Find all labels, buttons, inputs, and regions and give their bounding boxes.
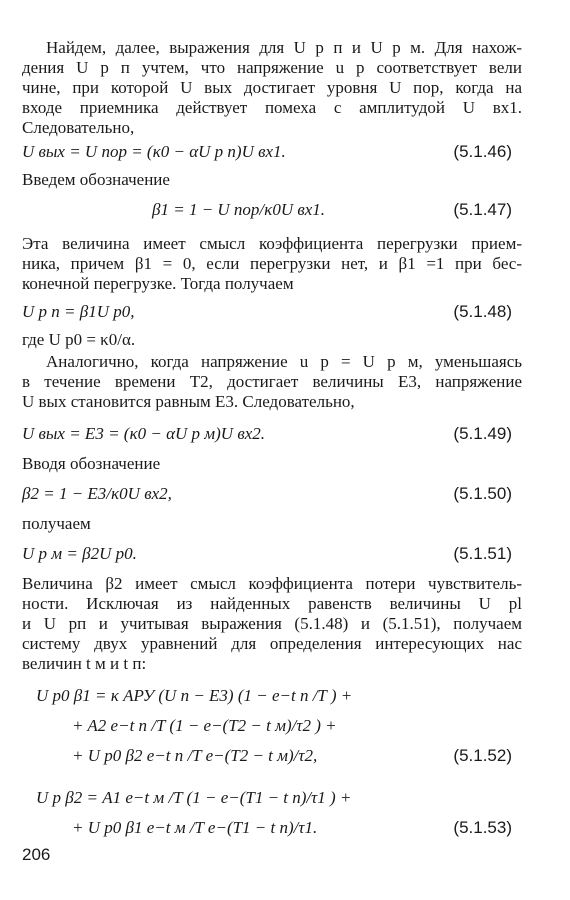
equation-5-1-47: β1 = 1 − U пор/κ0U вх1. <box>152 200 326 219</box>
equation-number: (5.1.48) <box>453 302 512 321</box>
text-line: U вых становится равным E3. Следовательно, <box>22 392 355 411</box>
equation-5-1-51: U р м = β2U р0. <box>22 544 137 563</box>
text-line: конечной перегрузке. Тогда получаем <box>22 274 294 293</box>
text-line: Величина β2 имеет смысл коэффициента потери чувствитель- <box>22 574 522 593</box>
text-line: Введем обозначение <box>22 170 170 189</box>
text-line: чине, при которой U вых достигает уровня U пор, когда на <box>22 78 522 97</box>
equation-number: (5.1.50) <box>453 484 512 503</box>
equation-5-1-52-line-1: U р0 β1 = κ АРУ (U п − E3) (1 − e−t п /T ) + <box>36 686 353 705</box>
equation-number: (5.1.49) <box>453 424 512 443</box>
text-line: ности. Исключая из найденных равенств величины U рl <box>22 594 522 613</box>
text-line: Найдем, далее, выражения для U р п и U р м. Для нахож- <box>46 38 522 57</box>
equation-5-1-52-line-3: + U р0 β2 e−t п /T e−(T2 − t м)/τ2, <box>72 746 318 765</box>
text-line: систему двух уравнений для определения интересующих нас <box>22 634 522 653</box>
text-line: Аналогично, когда напряжение u р = U р м, уменьшаясь <box>46 352 522 371</box>
equation-number: (5.1.47) <box>453 200 512 219</box>
equation-number: (5.1.46) <box>453 142 512 161</box>
text-line: где U р0 = κ0/α. <box>22 330 136 349</box>
equation-5-1-52-line-2: + A2 e−t п /T (1 − e−(T2 − t м)/τ2 ) + <box>72 716 337 735</box>
equation-5-1-48: U р п = β1U р0, <box>22 302 135 321</box>
text-line: в течение времени T2, достигает величины E3, напряжение <box>22 372 522 391</box>
text-line: и U рп и учитывая выражения (5.1.48) и (5.1.51), получаем <box>22 614 522 633</box>
equation-number: (5.1.52) <box>453 746 512 765</box>
text-line: Вводя обозначение <box>22 454 161 473</box>
page-number: 206 <box>22 845 51 864</box>
equation-5-1-53-line-2: + U р0 β1 e−t м /T e−(T1 − t п)/τ1. <box>72 818 318 837</box>
equation-5-1-53-line-1: U р β2 = A1 e−t м /T (1 − e−(T1 − t п)/τ1 ) + <box>36 788 352 807</box>
equation-5-1-50: β2 = 1 − E3/κ0U вх2, <box>22 484 172 503</box>
text-line: Эта величина имеет смысл коэффициента перегрузки прием- <box>22 234 522 253</box>
text-line: дения U р п учтем, что напряжение u р соответствует вели <box>22 58 522 77</box>
text-line: Следовательно, <box>22 118 135 137</box>
text-line: ника, причем β1 = 0, если перегрузки нет, и β1 =1 при бес- <box>22 254 522 273</box>
equation-number: (5.1.51) <box>453 544 512 563</box>
text-line: величин t м и t п: <box>22 654 147 673</box>
text-line: входе приемника действует помеха с амплитудой U вх1. <box>22 98 522 117</box>
equation-5-1-46: U вых = U пор = (κ0 − αU р п)U вх1. <box>22 142 286 161</box>
text-line: получаем <box>22 514 91 533</box>
equation-number: (5.1.53) <box>453 818 512 837</box>
equation-5-1-49: U вых = E3 = (κ0 − αU р м)U вх2. <box>22 424 265 443</box>
